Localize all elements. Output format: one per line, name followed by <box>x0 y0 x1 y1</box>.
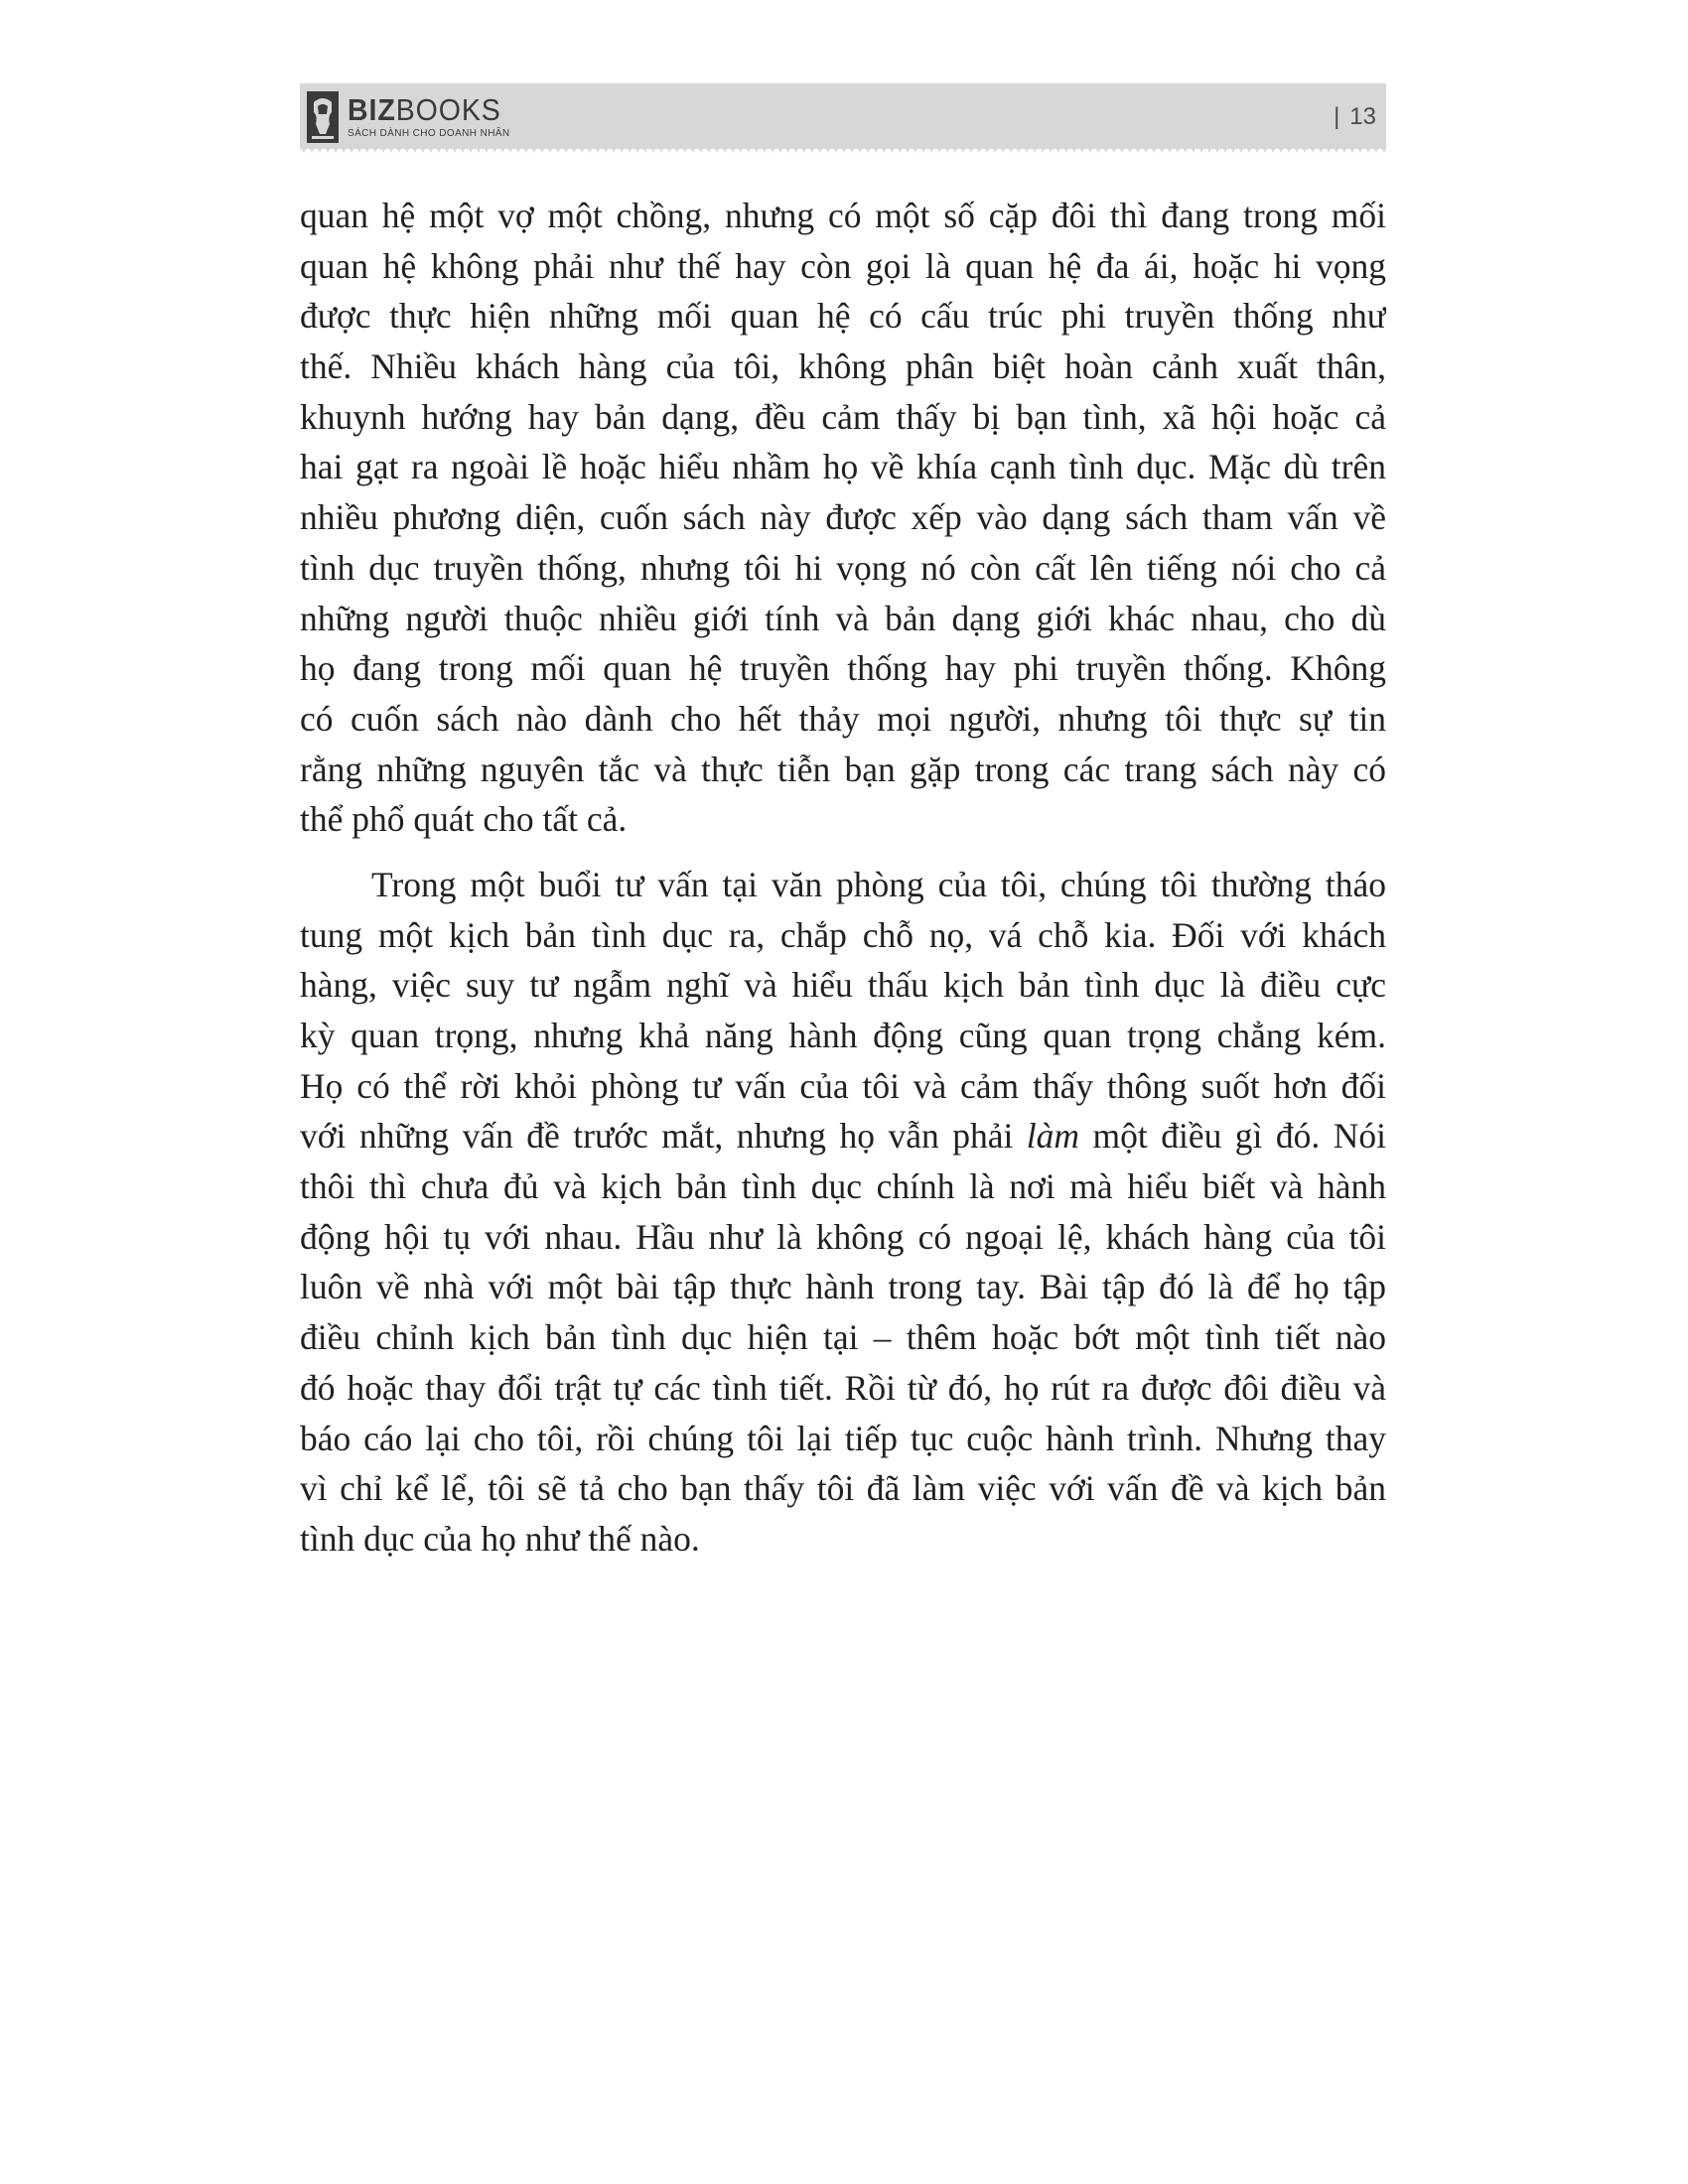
brand-bold: BIZ <box>348 92 396 127</box>
page-number-value: 13 <box>1349 103 1376 130</box>
page-number-separator: | <box>1334 103 1340 130</box>
brand-light: BOOKS <box>395 92 501 127</box>
text-line: có cuốn sách nào dành cho hết thảy mọi người, nhưng tôi thực sự tin <box>300 698 1386 739</box>
mixed-style-line <box>300 1111 1386 1161</box>
text-line: khuynh hướng hay bản dạng, đều cảm thấy bị bạn tình, xã hội hoặc cả <box>300 396 1386 437</box>
text-line: hai gạt ra ngoài lề hoặc hiểu nhầm họ về khía cạnh tình dục. Mặc dù trên <box>300 447 1386 487</box>
page-number <box>1334 103 1376 131</box>
text-line: Họ có thể rời khỏi phòng tư vấn của tôi và cảm thấy thông suốt hơn đối <box>300 1065 1386 1106</box>
header-zigzag-edge <box>300 145 1386 155</box>
text-line: những người thuộc nhiều giới tính và bản dạng giới khác nhau, cho dù <box>300 598 1386 638</box>
text-line: quan hệ một vợ một chồng, nhưng có một số cặp đôi thì đang trong mối <box>300 196 1386 235</box>
text-line: vì chỉ kể lể, tôi sẽ tả cho bạn thấy tôi đã làm việc với vấn đề và kịch bản <box>300 1468 1386 1509</box>
text-line: động hội tụ với nhau. Hầu như là không có ngoại lệ, khách hàng của tôi <box>300 1216 1386 1257</box>
publisher-wordmark <box>348 94 514 140</box>
text-segment: một điều gì đó. Nói <box>1079 1116 1386 1157</box>
text-line: báo cáo lại cho tôi, rồi chúng tôi lại tiếp tục cuộc hành trình. Nhưng thay <box>300 1418 1386 1458</box>
lion-emblem-icon <box>306 90 340 144</box>
paragraph-2 <box>300 860 1386 1565</box>
paragraph-1 <box>300 191 1386 845</box>
text-line: kỳ quan trọng, nhưng khả năng hành động cũng quan trọng chẳng kém. <box>300 1016 1386 1055</box>
text-line: được thực hiện những mối quan hệ có cấu trúc phi truyền thống như <box>300 296 1386 337</box>
text-line: Trong một buổi tư vấn tại văn phòng của tôi, chúng tôi thường tháo <box>371 864 1386 904</box>
text-line: tình dục truyền thống, nhưng tôi hi vọng nó còn cất lên tiếng nói cho cả <box>300 547 1386 588</box>
text-segment: với những vấn đề trước mắt, nhưng họ vẫn phải <box>300 1116 1027 1157</box>
publisher-logo <box>306 88 514 146</box>
text-line: thế. Nhiều khách hàng của tôi, không phân biệt hoàn cảnh xuất thân, <box>300 346 1386 387</box>
brand-tagline: SÁCH DÀNH CHO DOANH NHÂN <box>348 128 510 139</box>
text-line: tình dục của họ như thế nào. <box>300 1518 700 1559</box>
text-line: đó hoặc thay đổi trật tự các tình tiết. Rồi từ đó, họ rút ra được đôi điều và <box>300 1367 1386 1408</box>
text-line: thể phổ quát cho tất cả. <box>300 799 628 840</box>
text-line: hàng, việc suy tư ngẫm nghĩ và hiểu thấu kịch bản tình dục là điều cực <box>300 965 1386 1006</box>
text-line: quan hệ không phải như thế hay còn gọi là quan hệ đa ái, hoặc hi vọng <box>300 245 1386 286</box>
text-line <box>300 1111 1386 1161</box>
text-line: thôi thì chưa đủ và kịch bản tình dục chính là nơi mà hiểu biết và hành <box>300 1166 1386 1207</box>
text-line: họ đang trong mối quan hệ truyền thống hay phi truyền thống. Không <box>300 648 1386 689</box>
brand-name <box>348 94 501 126</box>
text-line: điều chỉnh kịch bản tình dục hiện tại – thêm hoặc bớt một tình tiết nào <box>300 1317 1386 1358</box>
text-line: tung một kịch bản tình dục ra, chắp chỗ nọ, vá chỗ kia. Đối với khách <box>300 914 1386 955</box>
text-line: nhiều phương diện, cuốn sách này được xếp vào dạng sách tham vấn về <box>300 497 1386 538</box>
italic-emphasis: làm <box>1026 1116 1080 1157</box>
body-text <box>300 191 1386 1565</box>
text-line: luôn về nhà với một bài tập thực hành trong tay. Bài tập đó là để họ tập <box>300 1267 1386 1307</box>
text-line: rằng những nguyên tắc và thực tiễn bạn gặp trong các trang sách này có <box>300 749 1386 789</box>
